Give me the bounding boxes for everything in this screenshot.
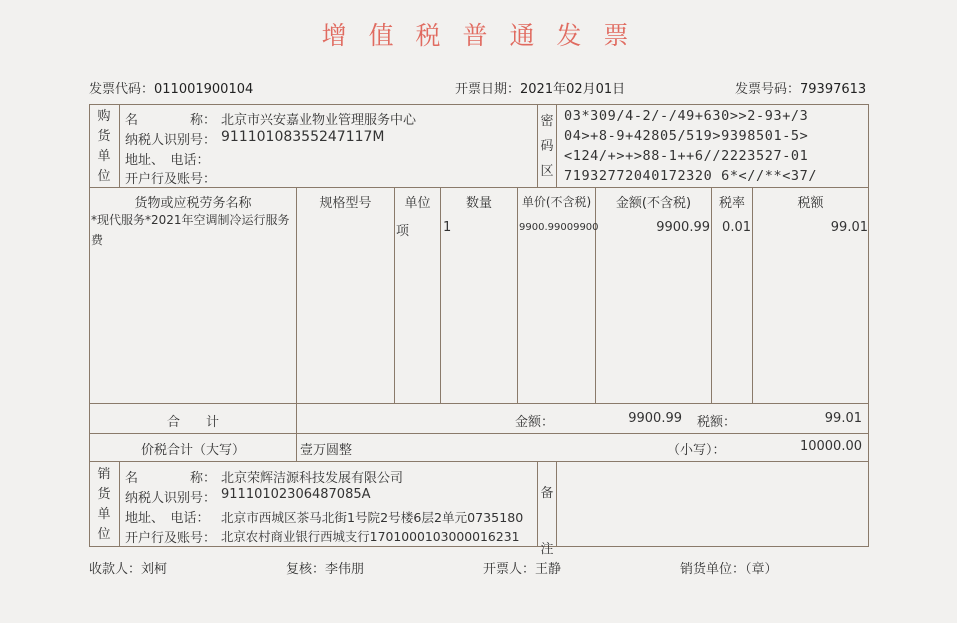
invoice-code-label: 发票代码：	[89, 82, 155, 97]
total-amount: 9900.99	[628, 411, 682, 426]
invoice-number-label: 发票号码：	[735, 82, 801, 97]
invoice-code	[89, 78, 253, 97]
total-tax: 99.01	[824, 411, 862, 426]
total-amount-label: 金额：	[515, 415, 555, 430]
grand-total-label: 价税合计（大写）	[140, 443, 245, 458]
col-header-qty: 数量	[465, 196, 492, 211]
seller-bank: 北京农村商业银行西城支行1701000103000016231	[221, 529, 520, 544]
cipher-line: 04>+8-9+42805/519>9398501-5>	[564, 128, 809, 144]
item-unit: 项	[396, 224, 410, 239]
total-tax-label: 税额：	[697, 415, 737, 430]
col-header-rate: 税率	[718, 196, 745, 211]
invoice-code-value: 011001900104	[154, 82, 254, 97]
invoice-date	[455, 78, 625, 97]
seller-address-label: 地址、 电话：	[125, 511, 210, 526]
col-header-amount: 金额(不含税)	[615, 196, 692, 211]
col-header-item: 货物或应税劳务名称	[134, 196, 252, 211]
invoice-title: 增 值 税 普 通 发 票	[321, 21, 636, 50]
footer-reviewer: 复核：李伟朋	[286, 562, 365, 577]
remark-label: 备 注	[540, 486, 554, 557]
total-label: 合 计	[166, 415, 219, 430]
cipher-line: <124/+>+>88-1++6//2223527-01	[564, 148, 809, 164]
col-header-tax: 税额	[797, 196, 824, 211]
item-name-line2: 费	[91, 233, 104, 247]
footer-seller-seal: 销货单位：（章）	[680, 562, 778, 577]
buyer-taxid: 91110108355247117M	[221, 129, 385, 145]
col-header-price: 单价(不含税)	[521, 195, 592, 209]
col-header-spec: 规格型号	[319, 196, 372, 211]
grand-total-small: 10000.00	[799, 439, 862, 454]
seller-name: 北京荣辉洁源科技发展有限公司	[221, 471, 404, 486]
cipher-line: 71932772040172320 6*<//**<37/	[564, 168, 818, 184]
buyer-bank-label: 开户行及账号：	[125, 172, 217, 187]
grand-total-small-label: （小写）：	[667, 443, 726, 458]
item-amount: 9900.99	[656, 220, 710, 235]
seller-taxid-label: 纳税人识别号：	[125, 491, 217, 506]
item-tax: 99.01	[830, 220, 868, 235]
seller-name-label: 名 称：	[125, 471, 217, 486]
col-header-unit: 单位	[404, 196, 431, 211]
buyer-side-label: 购 货 单 位	[97, 109, 111, 184]
footer-drawer: 开票人：王静	[483, 562, 562, 577]
item-price: 9900.99009900	[519, 222, 599, 233]
item-rate: 0.01	[722, 220, 751, 235]
seller-bank-label: 开户行及账号：	[125, 531, 217, 546]
buyer-name-label: 名 称：	[125, 113, 217, 128]
seller-address: 北京市西城区茶马北街1号院2号楼6层2单元0735180	[221, 510, 524, 525]
grand-total-words: 壹万圆整	[300, 443, 353, 458]
buyer-name: 北京市兴安嘉业物业管理服务中心	[221, 113, 417, 128]
invoice-number	[735, 78, 866, 97]
invoice-number-value: 79397613	[800, 82, 867, 97]
footer-payee: 收款人：刘柯	[89, 562, 168, 577]
buyer-taxid-label: 纳税人识别号：	[125, 133, 217, 148]
item-qty: 1	[443, 220, 452, 235]
invoice-date-label: 开票日期：	[455, 82, 521, 97]
cipher-line: 03*309/4-2/-/49+630>>2-93+/3	[564, 108, 809, 124]
cipher-label: 密 码 区	[540, 114, 554, 179]
item-name-line1: *现代服务*2021年空调制冷运行服务	[91, 213, 290, 227]
seller-taxid: 91110102306487085A	[221, 487, 371, 502]
buyer-address-label: 地址、 电话：	[125, 153, 210, 168]
invoice-date-value: 2021年02月01日	[520, 82, 626, 97]
seller-side-label: 销 货 单 位	[97, 467, 111, 542]
